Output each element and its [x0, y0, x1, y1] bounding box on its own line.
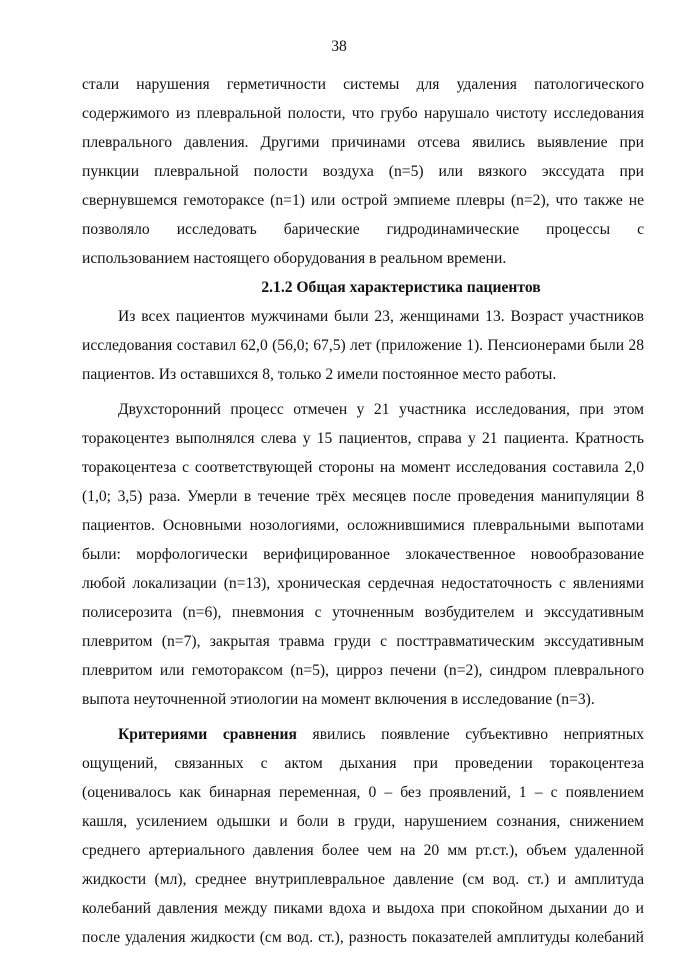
paragraph-line: использованием настоящего оборудования в реальном времени.	[82, 250, 507, 267]
paragraph-line: торакоцентез выполнялся слева у 15 пациентов, справа у 21 пациента. Кратность	[82, 430, 644, 447]
paragraph-line: ощущений, связанных с актом дыхания при проведении торакоцентеза	[82, 755, 644, 772]
paragraph-line: жидкости (мл), среднее внутриплевральное давление (см вод. ст.) и амплитуда	[82, 871, 644, 888]
paragraph-line: пациентов. Основными нозологиями, осложнившимися плевральными выпотами	[82, 517, 644, 534]
paragraph-line: после удаления жидкости (см вод. ст.), разность показателей амплитуды колебаний	[82, 929, 644, 946]
paragraph-line: пункции плевральной полости воздуха (n=5) или вязкого экссудата при	[82, 163, 644, 180]
paragraph-line: (оценивалось как бинарная переменная, 0 – без проявлений, 1 – с появлением	[82, 784, 644, 801]
paragraph-line: плеврального давления. Другими причинами отсева явились выявление при	[82, 134, 644, 151]
paragraph-line: полисерозита (n=6), пневмония с уточненным возбудителем и экссудативным	[82, 604, 644, 621]
paragraph-1	[82, 70, 644, 273]
paragraph-line: плевритом или гемотораксом (n=5), цирроз печени (n=2), синдром плеврального	[82, 662, 644, 679]
paragraph-line	[82, 720, 644, 749]
paragraph-line: выпота неуточненной этиологии на момент включения в исследование (n=3).	[82, 691, 595, 708]
paragraph-line: исследования составил 62,0 (56,0; 67,5) лет (приложение 1). Пенсионерами были 28	[82, 337, 644, 354]
paragraph-line: Двухсторонний процесс отмечен у 21 участника исследования, при этом	[118, 401, 644, 418]
paragraph-line: содержимого из плевральной полости, что грубо нарушало чистоту исследования	[82, 105, 644, 122]
paragraph-line: были: морфологически верифицированное злокачественное новообразование	[82, 546, 644, 563]
paragraph-line: пациентов. Из оставшихся 8, только 2 имели постоянное место работы.	[82, 366, 557, 383]
paragraph-line: торакоцентеза с соответствующей стороны на момент исследования составила 2,0	[82, 459, 644, 476]
body-text	[82, 70, 644, 952]
paragraph-line: Из всех пациентов мужчинами были 23, женщинами 13. Возраст участников	[118, 308, 644, 325]
paragraph-line-rest: явились появление субъективно неприятных	[296, 726, 644, 743]
section-heading: 2.1.2 Общая характеристика пациентов	[261, 279, 541, 296]
paragraph-2	[82, 302, 644, 389]
page-number: 38	[331, 38, 347, 55]
paragraph-line: кашля, усилением одышки и боли в груди, нарушением сознания, снижением	[82, 813, 644, 830]
paragraph-line: свернувшемся гемотораксе (n=1) или острой эмпиеме плевры (n=2), что также не	[82, 192, 644, 209]
paragraph-line: любой локализации (n=13), хроническая сердечная недостаточность с явлениями	[82, 575, 644, 592]
paragraph-line: стали нарушения герметичности системы для удаления патологического	[82, 76, 644, 93]
paragraph-3	[82, 395, 644, 714]
paragraph-4	[82, 720, 644, 952]
comparison-criteria-term: Критериями сравнения	[118, 726, 297, 743]
paragraph-line: среднего артериального давления более чем на 20 мм рт.ст.), объем удаленной	[82, 842, 644, 859]
paragraph-line: (1,0; 3,5) раза. Умерли в течение трёх месяцев после проведения манипуляции 8	[82, 488, 644, 505]
paragraph-line: плевритом (n=7), закрытая травма груди с посттравматическим экссудативным	[82, 633, 644, 650]
paragraph-line: позволяло исследовать барические гидродинамические процессы с	[82, 221, 644, 238]
paragraph-line: колебаний давления между пиками вдоха и выдоха при спокойном дыхании до и	[82, 900, 644, 917]
